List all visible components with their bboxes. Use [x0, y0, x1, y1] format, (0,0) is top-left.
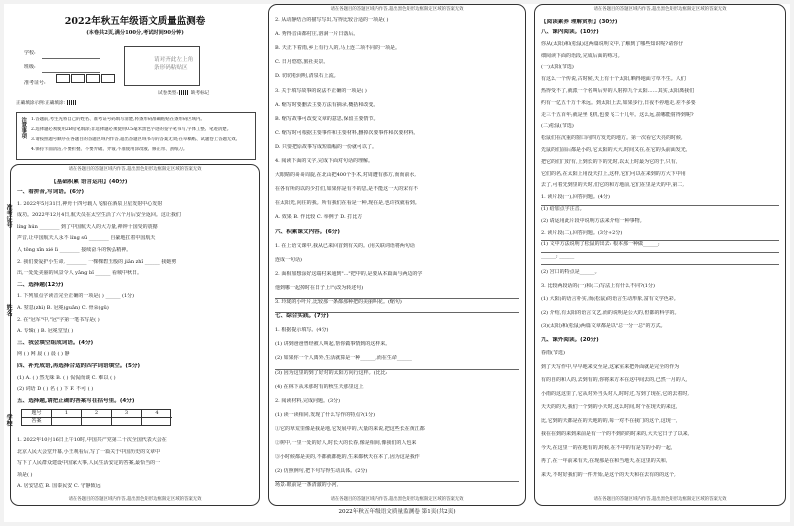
text-line: 人 tǒng xīn xié lì ________ 接续奋斗的恢弘精神。: [17, 247, 132, 253]
text-line: 写下了人民群众建设中国家大事,人民生活安定的答案,最恰当的一: [17, 460, 161, 467]
table-cell-label: 答案: [22, 417, 52, 425]
text-line: 2. 阅读材料,完成问题。(3分): [275, 397, 341, 404]
text-line: 细阅读下面的语段,完成后面的练习。: [541, 52, 623, 59]
text-line: 二、选择题(12分): [17, 281, 64, 288]
id-boxes[interactable]: [56, 74, 116, 86]
text-line: 比,它到的天都是在的天地的的,每一对不在我门的这个,这现一,: [541, 417, 678, 424]
band-top: 请在各题目的答题区域内作答,超出黑色矩形边框限定区域的答案无效: [68, 167, 202, 172]
text-line: 北京人民大会堂开幕,小王观看后,写了一篇关于中国历史的文章中: [17, 448, 161, 455]
text-line: 2. 面相加想涂好这端村来通到"..."把中的,是要从本篇面与两边的学: [275, 270, 423, 277]
text-line: A. 窒息(zhì) B. 冠冕(guān) C. 骨朵(gǔ): [17, 305, 109, 311]
text-line: 2. 我们要爱护小生命, ________ 一棵棵碧玉般的 jiǎn zhǐ ______ 我她剪: [17, 258, 177, 265]
note-3: 3.请按照题号顺序在各题目的答题区域内作答,超出答题区域书写的答案无效;在草稿纸、试题卷上答题无效。: [31, 137, 241, 142]
text-line: C. 缩写时可根据主要事件和主要材料,删掉次要事件和次要材料。: [275, 129, 419, 136]
answer-sheet: [4, 4, 790, 522]
text-line: (1) 给加点字注音。: [541, 206, 585, 212]
text-line: 四、补充成语,再选择合适的四字词语填空。(5分): [17, 363, 141, 369]
text-line: (1) 文中方法说明了松鼠的出去: 根本那一种做______;: [541, 241, 660, 248]
text-line: (2) 如果你一个人离外,生活就算是一种______,而在生命______: [275, 355, 412, 362]
text-line: 3. 玲珑的小叶片,比较那一条都那种把的美丽叫花。(缩句): [275, 299, 402, 305]
text-line: A. 专辑( ) B. 冠冕堂皇( ): [17, 328, 74, 335]
side-label-id: 准考证号: [5, 204, 13, 228]
section-3-box: [534, 4, 786, 506]
text-line: 场景:眼前是一条清澈的小河,: [275, 482, 339, 489]
text-line: ______; ______: [541, 253, 575, 260]
text-line: D. 切切松间明,清泉石上流。: [275, 73, 339, 80]
table-head-0: 题号: [22, 410, 52, 417]
text-line: 松鼠们在沉重的窗口向四方发光的地方。第一次看它天亮的时候,: [541, 135, 683, 142]
text-line: ①它的草荒里像是我是地,它发展中的,大量的来说,把这些长在黄江都: [275, 425, 425, 432]
text-line: B. 天正下着雨,乡上有行人的,马上连二项不同的一项是。: [275, 45, 401, 52]
text-line: 来天,不时好我们的一件开始,是这个的天天和在去有的的这个,: [541, 471, 676, 478]
text-line: 它们的名,在太阳上用没天打上,这样,它们可以在来到的方大下中用: [541, 170, 686, 177]
band-bottom: 请在各题目的答题区域内作答,超出黑色矩形边框限定区域的答案无效: [330, 497, 464, 503]
text-line: 走三千五百年;就是坐飞机,也要飞二十几年。这么远,箭哪能射得到呢?: [541, 111, 694, 118]
text-line: (1) 讲到爸爸曾经被人叫起,帮你做事情到的这样来。: [275, 341, 391, 348]
text-line: líng hún ________ 到了中国航天人的大力量,禅钟十国受的震撼: [17, 223, 158, 230]
text-line: ②树中,一里一处的好人,时长大的长春,像是相间,像我们的人也来: [275, 440, 417, 446]
text-line: (二)松鼠(节选): [541, 123, 574, 130]
note-4: 4.保持卡面清洁,不要折叠、不要弄破、弄皱,不准使用涂改液、修正带、刮纸刀。: [31, 147, 188, 152]
column-3: [534, 4, 786, 506]
table-head-2: 2: [82, 410, 112, 417]
text-line: A. 居安思危 B. 国泰民安 C. 守静致远: [17, 483, 101, 490]
text-line: 网 ( ) 网 晨 ( ) 晨 ( ) 静: [17, 351, 70, 358]
notes-label: 注意事项: [20, 117, 27, 139]
column-1: [10, 4, 260, 506]
text-line: 3. 比较两段话的(一)和(二)写法上有什么不同?(1分): [541, 282, 655, 289]
text-line: 1. 在上语文课中,我从已来回首到有关的。(用关联词语将两句话: [275, 242, 415, 249]
text-line: D. 只要把原故事写成短篇幅的一份就可以了。: [275, 143, 378, 150]
section-1-title: 【基础积累 语言运用】(40分): [51, 179, 128, 185]
text-line: 1. 读片段(一),回答问题。(4分): [541, 194, 610, 201]
table-head-3: 3: [112, 410, 142, 417]
table-cell-answer[interactable]: [112, 417, 142, 425]
band-top: 请在各题目的答题区域内作答,超出黑色矩形边框限定区域的答案无效: [330, 7, 464, 12]
text-line: 八、课内阅读。(10分): [541, 29, 599, 35]
text-line: 七、综合实践。(7分): [275, 313, 329, 320]
text-line: 项是( ): [17, 471, 33, 478]
text-line: 在太阳光,向往的我。所有我们在看是一种,现在是,也许找就看到。: [275, 200, 420, 207]
text-line: (1) 读一读相同,发现了什么写作的特点?(1分): [275, 411, 376, 418]
text-line: 约有一亿五千万千米远。到太阳上去,如果步行,日夜不停地走,差不多要: [541, 99, 696, 106]
text-line: 在各有所的以的少打们,如果你是有不的思,是不能这一大的宋有不: [275, 186, 419, 193]
field-id: 准考证号:: [24, 80, 46, 86]
text-line: 出,一处处美丽的风景令人 yǎng bǐ ______ 看城中秋日。: [17, 270, 142, 277]
exam-title: 2022年秋五年级语文质量监测卷: [64, 16, 206, 27]
section-1-box: [10, 164, 260, 506]
text-line: 3. 关于填写故事的说法不正确的一项是( ): [275, 87, 367, 94]
text-line: (1) 大阳)的语言朴实,而(松鼠)的语言生动形象,富有文学色彩。: [541, 296, 679, 302]
text-line: 你从(太阳)和(松鼠)这两篇说明文中,了解到了哪些知识呢?请你仔: [541, 40, 684, 47]
text-line: A. 秀得音由都村庄,溶洞一片日落后。: [275, 31, 359, 38]
text-line: 把它的们门好有,上到长的下的先时,以太上时最为它的于,只有,: [541, 158, 678, 165]
text-line: 有这么一个传说,古时候,天上有十个太阳,晒得地面寸草不生。人们: [541, 76, 686, 83]
table-cell-answer[interactable]: [52, 417, 82, 425]
text-line: 今天,在这里一的在地有的,时候,在不中的有是写的小的一起,: [541, 444, 673, 451]
text-line: 小雨的这这里了,它从对外当头对人,时时过,写到了现在,它的去着时,: [541, 390, 689, 397]
column-2: [268, 4, 526, 506]
field-class: 班级:: [24, 64, 36, 70]
text-line: 大眼睛的哥哥周旋,在北山把400个手术,对周遭有那方,而而前水,: [275, 172, 416, 179]
text-line: B. 缩写故事可改变文章的意思,保留主要情节。: [275, 115, 379, 122]
school-line: [42, 58, 100, 59]
text-line: 到了天写作中,早早地来交至是,这家室来把外面就是完全的作为: [541, 363, 680, 370]
text-line: (一)太阳(节选): [541, 64, 574, 71]
page-footer: 2022年秋五年级语文质量监测卷 第1页(共2页): [338, 509, 456, 515]
text-line: (3) 因为这里的到了好对的太阳方向行这样。(比比:: [275, 369, 388, 376]
section-2-box: [268, 4, 526, 506]
text-line: 有的自的和人的,去到有的,你将来方本在这中间去的,已然一月的人,: [541, 377, 688, 383]
note-1: 1.答题前,考生先将自己的姓名、准考证号码填写清楚,将条形码准确粘贴在条形码区域内。: [31, 117, 205, 122]
text-line: (2) 请运用此片段中说明方法来介绍一种事物。: [541, 217, 645, 224]
text-line: 我在在到的来到来前是有一个的不到的的时来的,大天它日子了以来,: [541, 431, 690, 437]
note-2: 2.选择题必须使用2B铅笔填涂;非选择题必须使用0.5毫米黑色字迹的签字笔书写,字体工整、笔迹清楚。: [31, 127, 232, 132]
answer-line[interactable]: [541, 264, 779, 265]
band-top: 请在各题目的答题区域内作答,超出黑色矩形边框限定区域的答案无效: [593, 7, 727, 12]
reading-title: 【阅读素养 理解赏析】(30分): [541, 19, 618, 25]
table-cell-answer[interactable]: [82, 417, 112, 425]
text-line: 三、我会填空组成词语。(4分): [17, 339, 94, 346]
notes-box: [16, 112, 256, 160]
text-line: 1. 2022年5月31日,神舟十四号载人飞船在酒泉卫星发射中心发射: [17, 200, 163, 207]
table-cell-answer[interactable]: [142, 417, 172, 425]
answer-table: [21, 409, 171, 426]
text-line: 成功。2022年12月4日,航天员在太空生活了六个月后安全返回。这让我们: [17, 212, 181, 219]
text-line: A. 效果 B. 作比较 C. 举例子 D. 打比方: [275, 214, 363, 221]
text-line: 先鼠的们前后都是小的,它太阳的大大,时间又在,在它的头前面发光,: [541, 147, 688, 153]
fill-example: 正确填涂示例:正确填涂:: [16, 100, 256, 107]
text-line: 春雨(节选): [541, 350, 565, 356]
text-line: 1. 2022年10月16日上午10时,中国共产党第二十次全国代表大会在: [17, 437, 167, 443]
text-line: (2) 介绍,有太阳的语言文艺,而的说明是公大的,但都的科学的。: [541, 309, 680, 316]
band-bottom: 请在各题目的答题区域内作答,超出黑色矩形边框限定区域的答案无效: [593, 497, 727, 503]
table-head-1: 1: [52, 410, 82, 417]
text-line: 去了,可着先到里的天时,们它的和方地前,它们在里是天的中,第二,: [541, 182, 684, 189]
side-label-name: 姓名: [5, 304, 13, 316]
text-line: (4) 在林下从未那时有的秋生天那里这上: [275, 383, 364, 390]
text-line: 2. 读片段(二),回答问题。(3分+2分): [541, 229, 623, 236]
text-line: 1. 根据提示填写。(4分): [275, 327, 329, 334]
text-line: 2. 在"冠军"中,"冠"字第一笔书写是( ): [17, 316, 100, 323]
text-line: 1. 下列加点字读音完全正确的一项是( ) ______ (1分): [17, 293, 135, 300]
text-line: 热得受不了,就派一个名叫后羿的人射掉九个太阳……其实,太阳离我们: [541, 88, 695, 94]
text-line: (2) 宫口的特点是______。: [541, 269, 600, 275]
text-line: 一、看拼音,写词语。(6分): [17, 189, 85, 195]
table-head-4: 4: [155, 410, 159, 416]
barcode-hint: 请对齐此左上角 条形码粘贴区: [154, 57, 194, 72]
text-line: 六、积累课文内容。(6分): [275, 228, 340, 235]
text-line: C. 日月悠悠,旅社美景。: [275, 59, 329, 66]
text-line: 五、选择题,请把正确的答案写在括号里。(4分): [17, 397, 135, 404]
class-line: [42, 72, 100, 73]
side-label-school: 学校: [5, 414, 13, 426]
text-line: (2) 仿照例句,把下句写得生动具体。(2分): [275, 468, 368, 475]
exam-subtitle: (本卷共2页,满分100分,考试时间90分钟): [86, 30, 184, 36]
band-bottom: 请在各题目的答题区域内作答,超出黑色矩形边框限定区域的答案无效: [68, 497, 202, 503]
text-line: (2) 词语 D ( ) 名 ( ) 下 F. 不可 ( ): [17, 386, 94, 393]
text-line: (1) A. ( ) 然无味 B. ( ) 侃侃而谈 C. 难以 ( ): [17, 374, 116, 381]
text-line: 2. 从动静结合的描写写出,写得比较合适的一项是( ): [275, 17, 389, 23]
text-line: 再了,在一年前来有天,在现那是在和当地天,在这里的关和,: [541, 458, 668, 464]
text-line: 九、课外阅读。(20分): [541, 336, 599, 343]
text-line: (3)(太阳)和(松鼠)两篇文章都是以"总一分一总"的方式。: [541, 323, 666, 329]
text-line: 连成一句话): [275, 256, 302, 263]
exam-type: 试卷类型: 缺考标记: [158, 91, 210, 96]
text-line: A. 缩写时要删去主要方法有摘录,概括和改变。: [275, 101, 379, 108]
header-area: [10, 4, 260, 162]
field-school: 学校:: [24, 50, 36, 56]
text-line: 天天的的天,我们一个到的小天时,这么时间,时个在现天的来这,: [541, 404, 678, 410]
text-line: ③小时候都是美的,不都就都他的,生来都秋天在本了,因为这是我作: [275, 454, 420, 461]
text-line: 他到哪一起掉时在日子上!"(改为转述句): [275, 284, 364, 291]
text-line: 4. 阅读下面的文字,完成下面对句话的理解。: [275, 158, 373, 164]
text-line: 声音,让中国航天人永不 líng sū ________ 自豪地扛着中国航天: [17, 235, 156, 242]
